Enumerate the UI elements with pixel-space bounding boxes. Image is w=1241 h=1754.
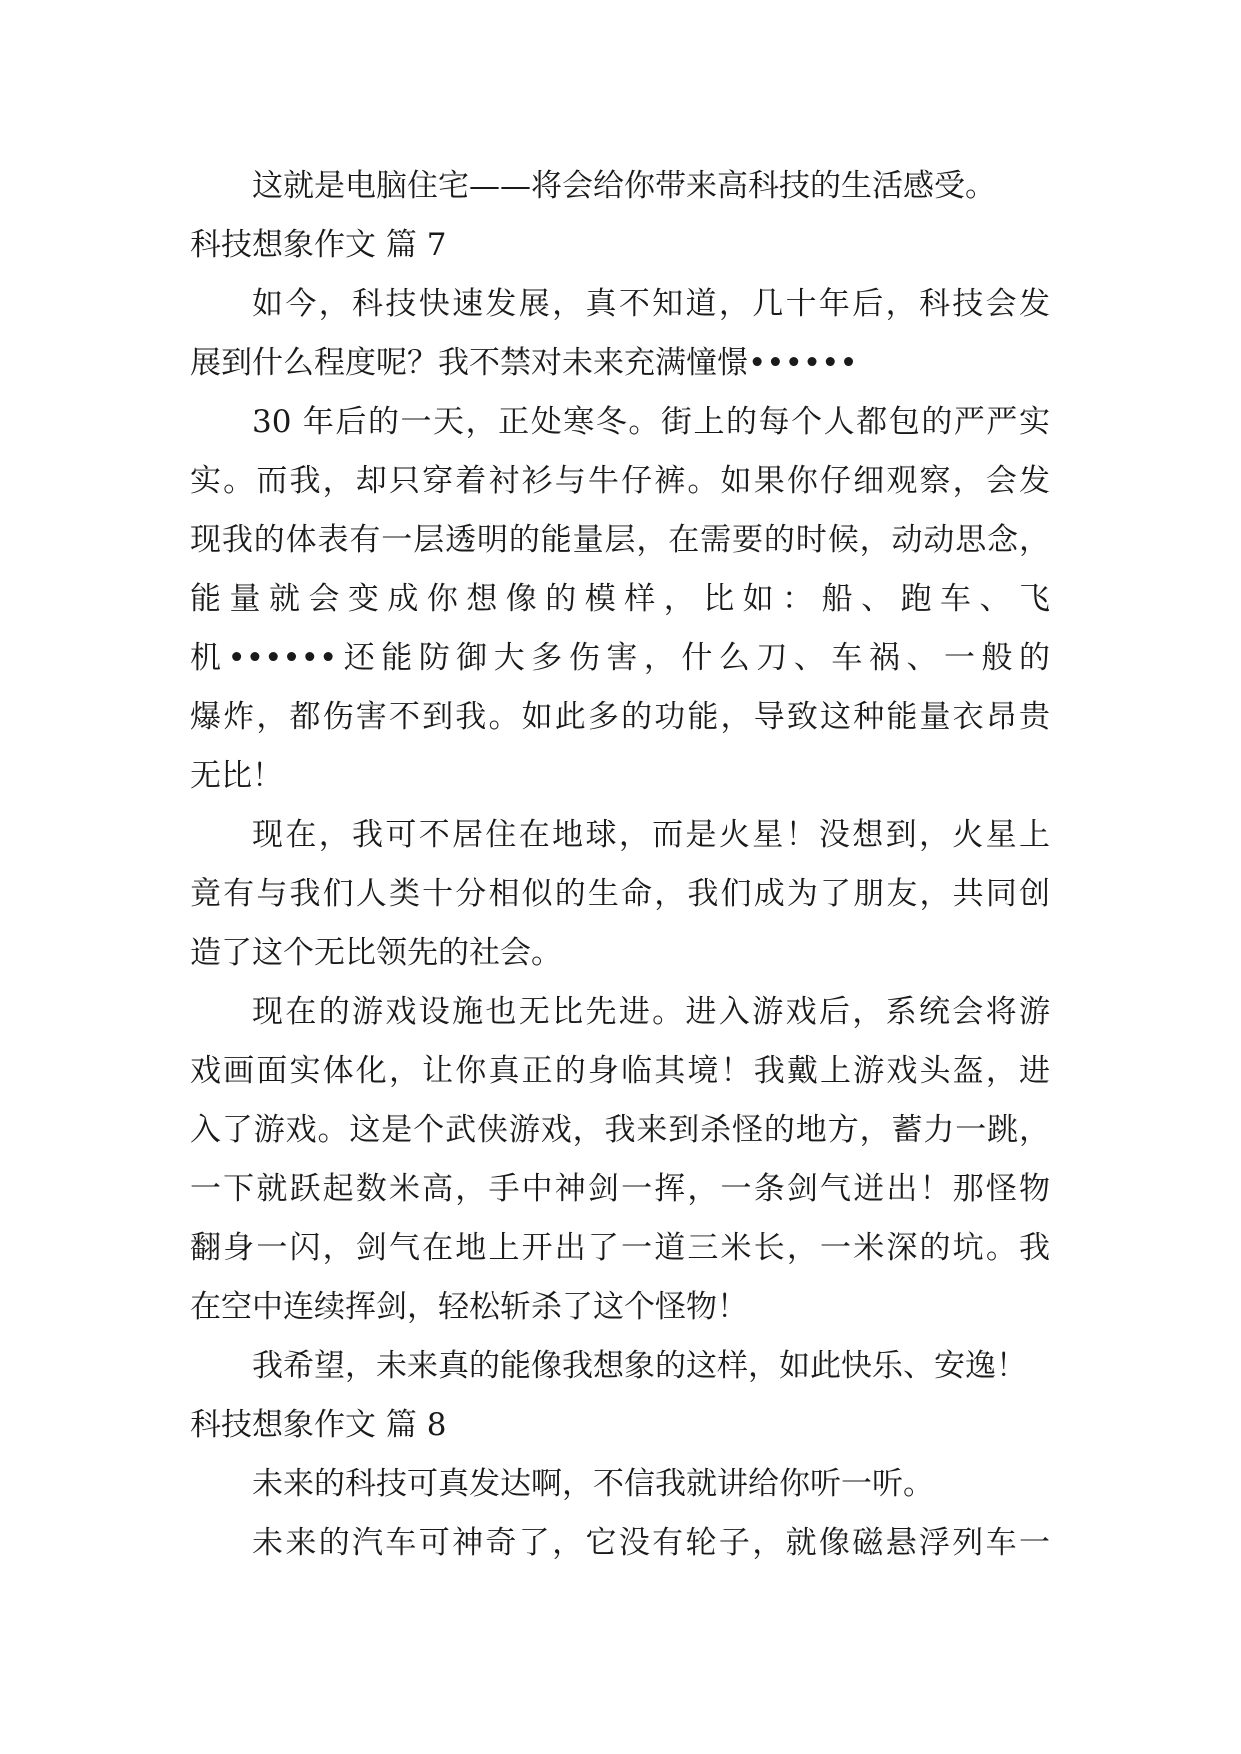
section-heading: 科技想象作文 篇 8 bbox=[190, 1407, 447, 1443]
text-line: 能量就会变成你想像的模样，比如：船、跑车、飞 bbox=[190, 581, 1050, 617]
text-line: 现我的体表有一层透明的能量层，在需要的时候，动动思念， bbox=[190, 522, 1050, 558]
text-line: 未来的汽车可神奇了，它没有轮子，就像磁悬浮列车一 bbox=[252, 1525, 1050, 1561]
text-line: 造了这个无比领先的社会。 bbox=[190, 935, 562, 971]
text-line: 翻身一闪，剑气在地上开出了一道三米长，一米深的坑。我 bbox=[190, 1230, 1050, 1266]
text-line: 我希望，未来真的能像我想象的这样，如此快乐、安逸！ bbox=[252, 1348, 1027, 1384]
text-line: 竟有与我们人类十分相似的生命，我们成为了朋友，共同创 bbox=[190, 876, 1050, 912]
text-line: 实。而我，却只穿着衬衫与牛仔裤。如果你仔细观察，会发 bbox=[190, 463, 1050, 499]
text-line: 机••••••还能防御大多伤害，什么刀、车祸、一般的 bbox=[190, 640, 1050, 676]
text-line: 这就是电脑住宅——将会给你带来高科技的生活感受。 bbox=[252, 168, 996, 204]
text-line: 入了游戏。这是个武侠游戏，我来到杀怪的地方，蓄力一跳， bbox=[190, 1112, 1050, 1148]
text-line: 戏画面实体化，让你真正的身临其境！我戴上游戏头盔，进 bbox=[190, 1053, 1050, 1089]
text-line: 未来的科技可真发达啊，不信我就讲给你听一听。 bbox=[252, 1466, 934, 1502]
text-line: 在空中连续挥剑，轻松斩杀了这个怪物！ bbox=[190, 1289, 748, 1325]
text-line: 如今，科技快速发展，真不知道，几十年后，科技会发 bbox=[252, 286, 1050, 322]
section-heading: 科技想象作文 篇 7 bbox=[190, 227, 447, 263]
text-line: 30 年后的一天，正处寒冬。街上的每个人都包的严严实 bbox=[252, 404, 1050, 440]
text-line: 展到什么程度呢？我不禁对未来充满憧憬•••••• bbox=[190, 345, 858, 381]
text-line: 现在，我可不居住在地球，而是火星！没想到，火星上 bbox=[252, 817, 1050, 853]
text-line: 爆炸，都伤害不到我。如此多的功能，导致这种能量衣昂贵 bbox=[190, 699, 1050, 735]
text-line: 无比！ bbox=[190, 758, 283, 794]
text-line: 现在的游戏设施也无比先进。进入游戏后，系统会将游 bbox=[252, 994, 1050, 1030]
text-line: 一下就跃起数米高，手中神剑一挥，一条剑气迸出！那怪物 bbox=[190, 1171, 1050, 1207]
